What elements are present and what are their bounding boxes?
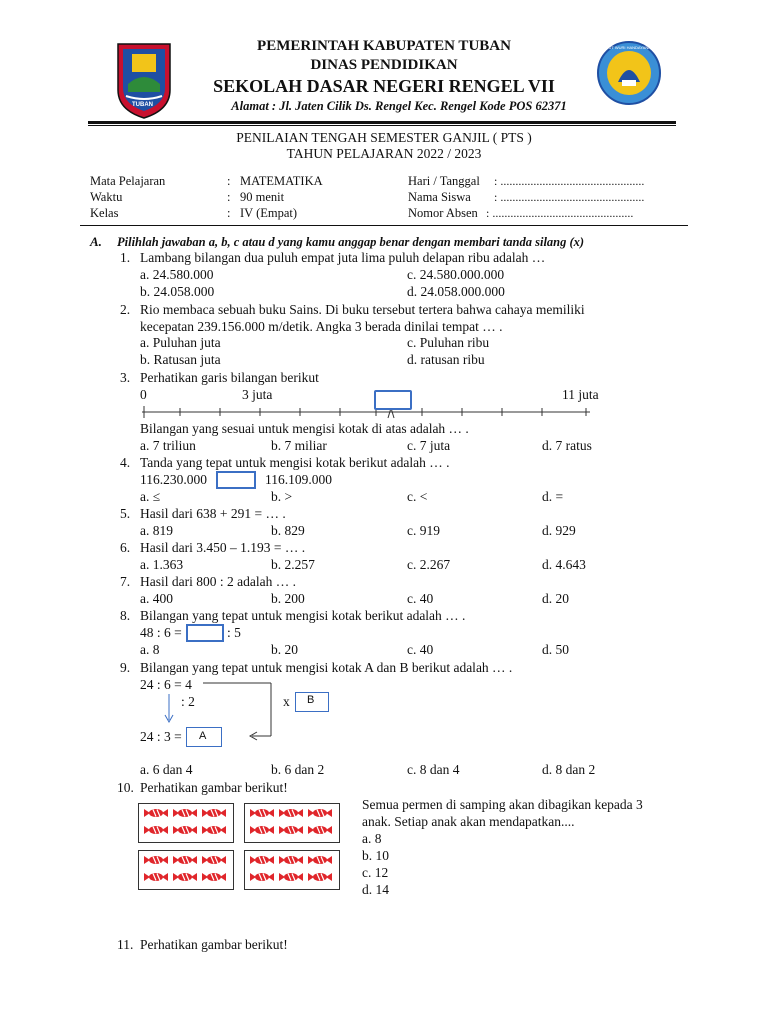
option-d[interactable]: d. 8 dan 2 [542,762,596,777]
option-b[interactable]: b. > [271,489,293,504]
option-b[interactable]: b. 24.058.000 [140,284,215,299]
question-text: Bilangan yang tepat untuk mengisi kotak berikut adalah … . [140,608,466,623]
info-label: Hari / Tanggal [408,174,480,188]
option-b[interactable]: b. 829 [271,523,305,538]
candy-icon [308,872,332,882]
info-value: : ................................................ [494,174,645,188]
header-school-name: SEKOLAH DASAR NEGERI RENGEL VII [213,76,555,96]
question-text: Bilangan yang tepat untuk mengisi kotak A dan B berikut adalah … . [140,660,513,675]
question-description: anak. Setiap anak akan mendapatkan.... [362,814,575,829]
candy-icon [250,808,274,818]
right-logo-text: TUT WURI HANDAYANI [606,45,650,50]
candy-icon [173,855,197,865]
option-d[interactable]: d. 50 [542,642,569,657]
box-b-label: B [307,694,315,706]
question-number: 8. [120,608,131,623]
question-number: 3. [120,370,131,385]
option-c[interactable]: c. < [407,489,428,504]
candy-icon [202,825,226,835]
question-text: kecepatan 239.156.000 m/detik. Angka 3 berada dinilai tempat … . [140,319,503,334]
candy-icon [308,825,332,835]
candy-icon [144,825,168,835]
question-text: Lambang bilangan dua puluh empat juta lima puluh delapan ribu adalah … [140,250,546,265]
answer-box-a[interactable] [186,727,222,747]
question-text: Tanda yang tepat untuk mengisi kotak berikut adalah … . [140,455,450,470]
candy-icon [144,872,168,882]
question-number: 11. [117,937,134,952]
header-divider-thin [88,125,676,126]
option-a[interactable]: a. 24.580.000 [140,267,214,282]
option-d[interactable]: d. 14 [362,882,389,897]
option-c[interactable]: c. 7 juta [407,438,451,453]
question-text: Hasil dari 3.450 – 1.193 = … . [140,540,306,555]
answer-box[interactable] [374,390,412,410]
candy-icon [144,808,168,818]
option-b[interactable]: b. 20 [271,642,298,657]
candy-icon [308,855,332,865]
info-value: 90 menit [240,190,285,204]
header-line1: PEMERINTAH KABUPATEN TUBAN [257,38,511,54]
option-a[interactable]: a. 1.363 [140,557,184,572]
info-value: : ............................................... [486,206,634,220]
divide-by-2: : 2 [181,694,195,709]
question-text: Rio membaca sebuah buku Sains. Di buku tersebut tertera bahwa cahaya memiliki [140,302,585,317]
info-sep: : [227,190,231,204]
option-c[interactable]: c. 12 [362,865,389,880]
question-number: 2. [120,302,131,317]
candy-icon [202,808,226,818]
info-label: Nama Siswa [408,190,471,204]
info-label: Waktu [90,190,123,204]
question-text: Hasil dari 638 + 291 = … . [140,506,286,521]
option-d[interactable]: d. 4.643 [542,557,586,572]
option-d[interactable]: d. 7 ratus [542,438,592,453]
option-c[interactable]: c. 8 dan 4 [407,762,460,777]
equation-line2: 24 : 3 = [140,729,182,744]
option-a[interactable]: a. 400 [140,591,173,606]
option-a[interactable]: a. 8 [140,642,160,657]
number-line-label-0: 0 [140,387,147,402]
option-a[interactable]: a. Puluhan juta [140,335,221,350]
option-d[interactable]: d. 929 [542,523,576,538]
question-text: Perhatikan garis bilangan berikut [140,370,319,385]
candy-icon [279,872,303,882]
equation-right: : 5 [227,625,241,640]
question-number: 9. [120,660,131,675]
candy-icon [250,825,274,835]
question-text: Perhatikan gambar berikut! [140,937,288,952]
option-b[interactable]: b. 2.257 [271,557,315,572]
exam-year: TAHUN PELAJARAN 2022 / 2023 [286,146,482,161]
option-a[interactable]: a. ≤ [140,489,161,504]
question-number: 7. [120,574,131,589]
question-number: 10. [117,780,134,795]
info-divider [80,225,688,226]
question-text: Bilangan yang sesuai untuk mengisi kotak di atas adalah … . [140,421,469,436]
candy-icon [279,855,303,865]
question-text: Hasil dari 800 : 2 adalah … . [140,574,296,589]
question-number: 1. [120,250,131,265]
info-sep: : [227,206,231,220]
candy-icon [202,872,226,882]
option-b[interactable]: b. 10 [362,848,389,863]
answer-box[interactable] [216,471,256,489]
option-b[interactable]: b. 6 dan 2 [271,762,325,777]
option-c[interactable]: c. 2.267 [407,557,451,572]
option-c[interactable]: c. 24.580.000.000 [407,267,505,282]
comparison-right: 116.109.000 [265,472,332,487]
option-d[interactable]: d. 24.058.000.000 [407,284,505,299]
header-address: Alamat : Jl. Jaten Cilik Ds. Rengel Kec. Rengel Kode POS 62371 [231,99,567,113]
question-number: 6. [120,540,131,555]
option-a[interactable]: a. 8 [362,831,382,846]
candy-icon [308,808,332,818]
candy-icon [279,825,303,835]
option-b[interactable]: b. Ratusan juta [140,352,221,367]
option-b[interactable]: b. 7 miliar [271,438,327,453]
candy-icon [202,855,226,865]
option-c[interactable]: c. 40 [407,642,434,657]
candy-icon [173,872,197,882]
candy-icon [250,872,274,882]
answer-box-b[interactable] [295,692,329,712]
question-description: Semua permen di samping akan dibagikan kepada 3 [362,797,643,812]
info-value: MATEMATIKA [240,174,323,188]
number-line-label-3: 3 juta [242,387,273,402]
candy-icon [279,808,303,818]
equation-line1: 24 : 6 = 4 [140,677,192,692]
answer-box[interactable] [186,624,224,642]
option-d[interactable]: d. 20 [542,591,569,606]
question-number: 5. [120,506,131,521]
times-sign: x [283,694,290,709]
option-c[interactable]: c. 40 [407,591,434,606]
info-label: Kelas [90,206,119,220]
equation-left: 48 : 6 = [140,625,182,640]
comparison-left: 116.230.000 [140,472,207,487]
candy-icon [250,855,274,865]
section-instruction: Pilihlah jawaban a, b, c atau d yang kamu anggap benar dengan membari tanda silang (x) [117,235,585,249]
info-label: Mata Pelajaran [90,174,166,188]
number-line [140,398,600,422]
box-a-label: A [199,730,207,742]
exam-title: PENILAIAN TENGAH SEMESTER GANJIL ( PTS ) [236,130,532,145]
header-divider-thick [88,121,676,124]
option-a[interactable]: a. 7 triliun [140,438,196,453]
question-number: 4. [120,455,131,470]
section-letter: A. [90,234,102,249]
info-value: IV (Empat) [240,206,298,220]
option-b[interactable]: b. 200 [271,591,305,606]
header-line2: DINAS PENDIDIKAN [310,57,458,73]
option-c[interactable]: c. Puluhan ribu [407,335,490,350]
left-logo-text: TUBAN [132,102,153,108]
info-value: : ................................................ [494,190,645,204]
info-label: Nomor Absen [408,206,478,220]
number-line-label-11: 11 juta [562,387,599,402]
candy-icon [144,855,168,865]
candy-icon [173,825,197,835]
option-a[interactable]: a. 6 dan 4 [140,762,193,777]
candy-icon [173,808,197,818]
info-sep: : [227,174,231,188]
option-d[interactable]: d. ratusan ribu [407,352,485,367]
option-c[interactable]: c. 919 [407,523,440,538]
option-d[interactable]: d. = [542,489,564,504]
option-a[interactable]: a. 819 [140,523,173,538]
question-text: Perhatikan gambar berikut! [140,780,288,795]
